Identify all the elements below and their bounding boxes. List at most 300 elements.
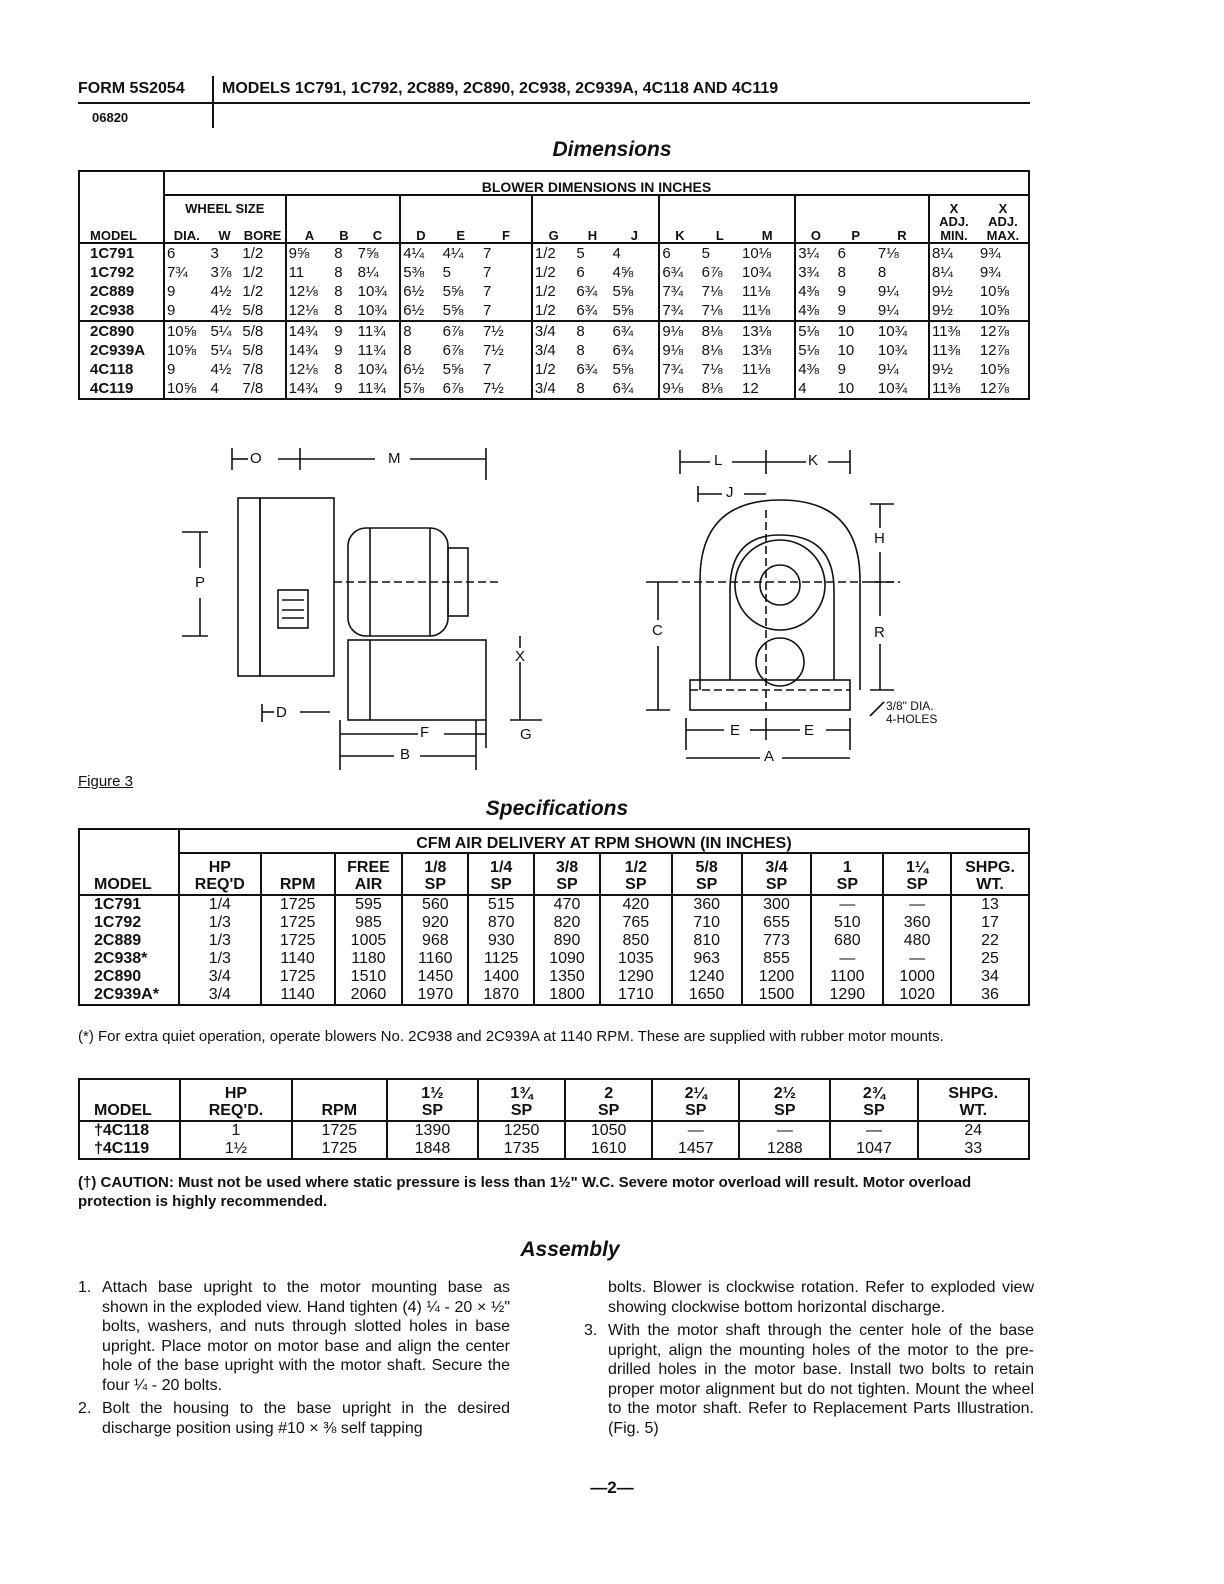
dim-label-e2: E xyxy=(804,722,815,739)
dims-cell: 8 xyxy=(837,264,846,282)
dims-cell: 11¾ xyxy=(357,380,386,398)
spec-cell: 515 xyxy=(468,895,534,914)
dims-row xyxy=(79,263,1029,282)
dims-cell: 6¾ xyxy=(576,283,598,301)
dims-cell: 9 xyxy=(837,302,846,320)
spec-cell: 820 xyxy=(534,914,600,932)
spec-cell: 1725 xyxy=(261,968,335,986)
bore-header: BORE xyxy=(240,215,285,243)
dims-cell: 9¼ xyxy=(877,361,899,379)
spec-cell: 34 xyxy=(951,968,1029,986)
spec-model-cell: †4C119 xyxy=(94,1140,150,1157)
dims-cell: 10¾ xyxy=(877,323,908,341)
spec-cell: 963 xyxy=(672,950,742,968)
specifications-table-2 xyxy=(78,1078,1030,1160)
dims-cell: 7½ xyxy=(482,380,504,398)
dims-cell: 14¾ xyxy=(286,341,333,360)
dims-cell: 3¾ xyxy=(795,263,835,282)
dims-cell: 1/2 xyxy=(242,283,264,301)
header-rule xyxy=(78,102,1030,104)
dims-cell: 4 xyxy=(795,379,835,399)
spec-cell: 1710 xyxy=(600,986,672,1005)
dims-cell: 4⅜ xyxy=(795,301,835,321)
spec-model-cell: 1C792 xyxy=(94,914,142,931)
spec-cell: 1290 xyxy=(600,968,672,986)
dims-row xyxy=(79,243,1029,263)
dims-cell: 3 xyxy=(210,245,219,263)
spec-cell: 710 xyxy=(672,914,742,932)
spec-row xyxy=(79,914,1029,932)
dims-cell: 6 xyxy=(659,243,699,263)
dims-cell: 10¾ xyxy=(357,283,387,301)
dims-cell: 3/4 xyxy=(532,379,574,399)
dims-cell: 11⅛ xyxy=(742,302,771,320)
dims-cell: 11¾ xyxy=(357,323,386,341)
r-header: R xyxy=(876,215,929,243)
assembly-continuation: bolts. Blower is clockwise rotation. Refer to exploded view showing clockwise bottom horizontal discharge. xyxy=(608,1279,1034,1316)
dims-cell: 10 xyxy=(837,323,855,341)
dim-label-c: C xyxy=(652,622,663,639)
dims-cell: 6½ xyxy=(400,282,440,301)
dims-model-cell: 2C938 xyxy=(90,302,135,320)
spec-cell: 1725 xyxy=(261,914,335,932)
spec-col-header: 3/8 SP xyxy=(534,853,600,895)
front-view xyxy=(646,450,900,758)
w-header: W xyxy=(209,215,241,243)
spec-cell: 33 xyxy=(918,1140,1029,1159)
side-view xyxy=(182,448,542,770)
dims-cell: 3/4 xyxy=(532,341,574,360)
dims-cell: 10 xyxy=(837,342,855,360)
spec-cell: 1510 xyxy=(335,968,403,986)
l-header: L xyxy=(700,215,740,243)
dims-cell: 8¼ xyxy=(357,264,379,282)
o-header: O xyxy=(795,215,835,243)
dims-cell: 8 xyxy=(400,341,440,360)
spec-cell: — xyxy=(811,895,883,914)
spec-col-header: 1/2 SP xyxy=(600,853,672,895)
dims-cell: 1/2 xyxy=(242,245,264,263)
spec-cell: 36 xyxy=(951,986,1029,1005)
dims-cell: 6¾ xyxy=(659,263,699,282)
dims-cell: 4½ xyxy=(210,283,232,301)
dims-cell: 4 xyxy=(210,380,219,398)
dim-label-d: D xyxy=(276,704,287,721)
dims-body xyxy=(79,243,1029,399)
spec-cell: 360 xyxy=(883,914,951,932)
spec-col-header: HP REQ'D. xyxy=(180,1079,291,1121)
dims-cell: 10⅝ xyxy=(164,341,209,360)
dimensions-table xyxy=(78,170,1030,400)
dims-cell: 12⅛ xyxy=(286,301,333,321)
spec-cell: 1140 xyxy=(261,950,335,968)
spec-cell: 1140 xyxy=(261,986,335,1005)
spec-row xyxy=(79,950,1029,968)
spec-cell: 17 xyxy=(951,914,1029,932)
dims-row xyxy=(79,321,1029,341)
spec-cell: 1800 xyxy=(534,986,600,1005)
dims-cell: 8 xyxy=(334,302,343,320)
spec-cell: — xyxy=(739,1121,830,1140)
spec-cell: 1½ xyxy=(180,1140,291,1159)
dims-cell: 9⅛ xyxy=(659,379,699,399)
spec-model-cell: 2C890 xyxy=(94,968,142,985)
spec-cell: 1180 xyxy=(335,950,403,968)
dims-cell: 12 xyxy=(742,380,759,398)
spec-cell: 420 xyxy=(600,895,672,914)
dims-cell: 5⅝ xyxy=(442,361,464,379)
specifications-table xyxy=(78,828,1030,1006)
spec-cell: 1725 xyxy=(292,1121,387,1140)
spec-row xyxy=(79,968,1029,986)
dims-corner xyxy=(79,171,164,195)
spec-col-header: SHPG. WT. xyxy=(918,1079,1029,1121)
spec-cell: 920 xyxy=(402,914,468,932)
dims-caption: BLOWER DIMENSIONS IN INCHES xyxy=(164,171,1029,195)
dims-cell: 5 xyxy=(442,264,451,282)
spec-cell: — xyxy=(883,895,951,914)
dims-cell: 5⅝ xyxy=(442,283,464,301)
dims-cell: 10 xyxy=(837,380,855,398)
form-code: 06820 xyxy=(92,110,129,125)
dims-cell: 5¼ xyxy=(210,323,232,341)
spec-cell: 1035 xyxy=(600,950,672,968)
dims-cell: 14¾ xyxy=(286,321,333,341)
dims-cell: 6½ xyxy=(400,301,440,321)
spec-cell: 1450 xyxy=(402,968,468,986)
dim-label-m: M xyxy=(388,450,401,467)
dims-model-cell: 2C890 xyxy=(90,323,135,341)
spec-cell: 1350 xyxy=(534,968,600,986)
dims-cell: 1/2 xyxy=(532,360,574,379)
spec-cell: 3/4 xyxy=(179,986,261,1005)
dim-label-a: A xyxy=(764,748,775,765)
spec-cell: 24 xyxy=(918,1121,1029,1140)
spec-cell: 1848 xyxy=(387,1140,478,1159)
assembly-step: 1. Attach base upright to the motor mounting base as shown in the exploded view. Hand tighten (4) ¼ - 20 × ½" bolts, washers, and nuts through slotted holes in base upright. Place motor on motor base and align the center hole of the base upright with the motor shaft. Secure the four ¼ - 20 bolts. xyxy=(78,1279,510,1394)
dims-row xyxy=(79,360,1029,379)
spec-col-header: 1¼ SP xyxy=(883,853,951,895)
spec-cell: 1250 xyxy=(478,1121,565,1140)
dims-cell: 9 xyxy=(164,360,209,379)
spec-col-header: SHPG. WT. xyxy=(951,853,1029,895)
spec-col-header: 1 SP xyxy=(811,853,883,895)
h-header: H xyxy=(574,215,610,243)
spec-col-header: 2¾ SP xyxy=(830,1079,917,1121)
dims-model-cell: 1C792 xyxy=(90,264,135,282)
spec-row xyxy=(79,1121,1029,1140)
dims-cell: 8⅛ xyxy=(701,323,723,341)
dims-cell: 9 xyxy=(837,361,846,379)
dim-label-r: R xyxy=(874,624,885,641)
dims-cell: 8 xyxy=(334,283,343,301)
spec-cell: 1160 xyxy=(402,950,468,968)
dims-cell: 9½ xyxy=(929,360,978,379)
dims-cell: 10⅝ xyxy=(979,283,1010,301)
dims-cell: 5/8 xyxy=(242,302,264,320)
model-col-header: MODEL xyxy=(79,853,179,895)
dia-header: DIA. xyxy=(164,215,209,243)
spec-col-header: 1/4 SP xyxy=(468,853,534,895)
dims-cell: 7 xyxy=(482,264,492,282)
dims-cell: 9 xyxy=(334,323,343,341)
dims-cell: 8 xyxy=(334,264,343,282)
page-number: —2— xyxy=(590,1478,634,1497)
dims-cell: 5/8 xyxy=(242,323,264,341)
spec-cell: 25 xyxy=(951,950,1029,968)
dim-label-j: J xyxy=(726,484,734,501)
dims-cell: 9⅛ xyxy=(659,341,699,360)
dims-cell: 9¾ xyxy=(979,245,1001,263)
dims-cell: 7¾ xyxy=(659,301,699,321)
spec-cell: 855 xyxy=(742,950,812,968)
dims-cell: 7⅛ xyxy=(701,361,723,379)
dims-cell: 8¼ xyxy=(929,243,978,263)
spec-cell: 2060 xyxy=(335,986,403,1005)
dims-model-header: MODEL xyxy=(79,215,164,243)
spec-model-cell: 2C889 xyxy=(94,932,142,949)
dims-cell: 7¾ xyxy=(659,282,699,301)
c-header: C xyxy=(356,215,401,243)
spec-col-header: HP REQ'D xyxy=(179,853,261,895)
spec-cell: 1457 xyxy=(652,1140,739,1159)
spec-cell: 1200 xyxy=(742,968,812,986)
dims-cell: 11⅛ xyxy=(742,361,771,379)
specs-caption: CFM AIR DELIVERY AT RPM SHOWN (IN INCHES) xyxy=(179,829,1029,853)
dims-model-cell: 1C791 xyxy=(90,245,135,263)
dims-cell: 5⅝ xyxy=(612,283,634,301)
spec-cell: 13 xyxy=(951,895,1029,914)
spec-row xyxy=(79,986,1029,1005)
dims-cell: 4¼ xyxy=(400,243,440,263)
dims-cell: 11⅜ xyxy=(929,379,978,399)
dims-cell: 5 xyxy=(576,245,585,263)
dims-cell: 6 xyxy=(164,243,209,263)
dims-cell: 1/2 xyxy=(532,263,574,282)
spec-cell: 1047 xyxy=(830,1140,917,1159)
spec-cell: 1/3 xyxy=(179,950,261,968)
specs2-header-row xyxy=(79,1079,1029,1121)
dims-cell: 7¾ xyxy=(164,263,209,282)
dims-cell: 6¾ xyxy=(576,361,598,379)
m-header: M xyxy=(740,215,795,243)
spec-cell: 560 xyxy=(402,895,468,914)
spec-cell: 1500 xyxy=(742,986,812,1005)
dims-cell: 11⅜ xyxy=(929,321,978,341)
spec-cell: 1100 xyxy=(811,968,883,986)
spec-col-header: 3/4 SP xyxy=(742,853,812,895)
form-number: FORM 5S2054 xyxy=(78,80,185,97)
dims-cell: 12⅛ xyxy=(286,282,333,301)
spec-row xyxy=(79,932,1029,950)
dims-row xyxy=(79,379,1029,399)
dims-cell: 7/8 xyxy=(242,361,264,379)
dim-label-l: L xyxy=(714,452,723,469)
header-divider xyxy=(212,76,214,128)
dims-cell: 6¾ xyxy=(612,323,634,341)
assembly-step: 3. With the motor shaft through the center hole of the base upright, align the mounting holes of the motor to the pre-drilled holes in the motor base. Install two bolts to retain proper motor alignment but do not tighten. Mount the wheel to the motor shaft. Refer to Replacement Parts Illustration. (Fig. 5) xyxy=(584,1322,1034,1437)
dims-cell: 6¾ xyxy=(612,342,634,360)
e-header: E xyxy=(441,215,481,243)
spec-col-header: 2 SP xyxy=(565,1079,652,1121)
x-max-header: ADJ. MAX. xyxy=(978,215,1029,243)
assembly-right-column xyxy=(584,1278,1034,1442)
dims-cell: 6¾ xyxy=(576,302,598,320)
spec-cell: 1725 xyxy=(292,1140,387,1159)
dims-cell: 9½ xyxy=(929,301,978,321)
spec-row xyxy=(79,895,1029,914)
dims-cell: 7 xyxy=(482,245,492,263)
assembly-left-column xyxy=(78,1278,510,1442)
x-min-header: ADJ. MIN. xyxy=(929,215,978,243)
dims-cell: 14¾ xyxy=(286,379,333,399)
spec-col-header: FREE AIR xyxy=(335,853,403,895)
spec-cell: 1400 xyxy=(468,968,534,986)
spec-cell: 510 xyxy=(811,914,883,932)
dims-cell: 5⅛ xyxy=(795,321,835,341)
dims-cell: 10⅝ xyxy=(164,379,209,399)
x-min-h1: X xyxy=(929,195,978,215)
spec-cell: 1725 xyxy=(261,895,335,914)
spec-cell: 1000 xyxy=(883,968,951,986)
dims-cell: 8 xyxy=(400,321,440,341)
dims-cell: 12⅞ xyxy=(979,323,1010,341)
quiet-operation-note: (*) For extra quiet operation, operate blowers No. 2C938 and 2C939A at 1140 RPM. These are supplied with rubber motor mounts. xyxy=(78,1028,944,1045)
dims-cell: 1/2 xyxy=(532,243,574,263)
dims-cell: 13⅛ xyxy=(742,323,772,341)
dims-cell: 10⅝ xyxy=(979,302,1010,320)
dims-cell: 8¼ xyxy=(929,263,978,282)
x-max-h1: X xyxy=(998,201,1008,216)
caution-note: (†) CAUTION: Must not be used where static pressure is less than 1½" W.C. Severe motor overload will result. Motor overload protection is highly recommended. xyxy=(78,1174,972,1210)
dim-label-g: G xyxy=(520,726,532,743)
dims-cell: 10¾ xyxy=(742,264,772,282)
spec-cell: 1290 xyxy=(811,986,883,1005)
dim-label-h: H xyxy=(874,530,885,547)
holes-note: 3/8" DIA. 4-HOLES xyxy=(886,699,938,727)
spec-cell: 850 xyxy=(600,932,672,950)
dims-cell: 8 xyxy=(334,245,343,263)
spec-cell: — xyxy=(830,1121,917,1140)
dims-cell: 8 xyxy=(576,380,585,398)
dim-label-x: X xyxy=(515,648,526,665)
dims-cell: 10¾ xyxy=(877,380,908,398)
dims-row xyxy=(79,301,1029,321)
dims-cell: 11 xyxy=(286,263,333,282)
dims-cell: 7½ xyxy=(482,323,504,341)
dims-cell: 7½ xyxy=(482,342,504,360)
j-header: J xyxy=(610,215,659,243)
spec-cell: 1005 xyxy=(335,932,403,950)
spec-col-header: 2½ SP xyxy=(739,1079,830,1121)
dims-cell: 4¼ xyxy=(442,245,464,263)
spec-cell: 890 xyxy=(534,932,600,950)
dims-cell: 8 xyxy=(576,323,585,341)
dims-cell: 7¾ xyxy=(659,360,699,379)
dims-model-cell: 4C119 xyxy=(90,380,134,398)
dims-cell: 10¾ xyxy=(877,342,908,360)
dims-cell: 8⅛ xyxy=(701,380,723,398)
p-header: P xyxy=(836,215,876,243)
dims-cell: 4½ xyxy=(210,302,232,320)
dims-cell: 1/2 xyxy=(242,264,264,282)
specs-header-row xyxy=(79,853,1029,895)
spec-cell: 1610 xyxy=(565,1140,652,1159)
dims-cell: 9 xyxy=(164,301,209,321)
spec-model-cell: 1C791 xyxy=(94,896,142,913)
spec-cell: 773 xyxy=(742,932,812,950)
spec-cell: 480 xyxy=(883,932,951,950)
spec-cell: 1240 xyxy=(672,968,742,986)
spec-cell: 1 xyxy=(180,1121,291,1140)
dims-cell: 6⅞ xyxy=(442,323,464,341)
dims-cell: 5⅜ xyxy=(400,263,440,282)
a-header: A xyxy=(286,215,333,243)
dims-cell: 3/4 xyxy=(532,321,574,341)
dims-cell: 12⅛ xyxy=(286,360,333,379)
dims-model-cell: 2C889 xyxy=(90,283,135,301)
dim-label-k: K xyxy=(808,452,819,469)
dims-cell: 3⅞ xyxy=(210,264,232,282)
spec-cell: — xyxy=(811,950,883,968)
dims-cell: 9¼ xyxy=(877,283,899,301)
dims-cell: 6 xyxy=(837,245,846,263)
spec-cell: 1/3 xyxy=(179,914,261,932)
dims-cell: 6⅞ xyxy=(442,342,464,360)
spec-cell: 1/3 xyxy=(179,932,261,950)
spec-cell: 1090 xyxy=(534,950,600,968)
dims-cell: 1/2 xyxy=(532,282,574,301)
spec-cell: 765 xyxy=(600,914,672,932)
dims-cell: 5⅞ xyxy=(400,379,440,399)
spec-cell: 1020 xyxy=(883,986,951,1005)
dims-model-cell: 4C118 xyxy=(90,361,134,379)
dims-cell: 10¾ xyxy=(357,361,387,379)
model-col-header: MODEL xyxy=(79,1079,180,1121)
spec-cell: 680 xyxy=(811,932,883,950)
dim-label-e1: E xyxy=(730,722,741,739)
dims-cell: 5⅛ xyxy=(795,341,835,360)
spec-cell: 655 xyxy=(742,914,812,932)
dims-cell: 7/8 xyxy=(242,380,264,398)
spec-cell: 1125 xyxy=(468,950,534,968)
dims-cell: 7 xyxy=(482,302,492,320)
dims-cell: 5⅝ xyxy=(612,361,634,379)
dims-row xyxy=(79,341,1029,360)
assembly-title: Assembly xyxy=(520,1238,620,1261)
spec-col-header: RPM xyxy=(261,853,335,895)
dims-model-cell: 2C939A xyxy=(90,342,146,360)
spec-model-cell: †4C118 xyxy=(94,1122,150,1139)
dims-cell: 13⅛ xyxy=(742,342,772,360)
dims-cell: 9⅛ xyxy=(659,321,699,341)
dims-cell: 7⅛ xyxy=(877,245,899,263)
spec-row xyxy=(79,1140,1029,1159)
dims-cell: 7⅛ xyxy=(701,283,723,301)
dims-cell: 5/8 xyxy=(242,342,264,360)
spec-cell: 810 xyxy=(672,932,742,950)
spec-col-header: 2¼ SP xyxy=(652,1079,739,1121)
dims-cell: 6⅞ xyxy=(442,380,464,398)
spec-cell: 3/4 xyxy=(179,968,261,986)
dims-cell: 5 xyxy=(701,245,710,263)
spec-col-header: 1¾ SP xyxy=(478,1079,565,1121)
dim-label-b: B xyxy=(400,746,411,763)
dim-label-o: O xyxy=(250,450,262,467)
dims-cell: 4⅝ xyxy=(612,264,634,282)
dims-cell: 7⅛ xyxy=(701,302,723,320)
dims-cell: 11¾ xyxy=(357,342,386,360)
